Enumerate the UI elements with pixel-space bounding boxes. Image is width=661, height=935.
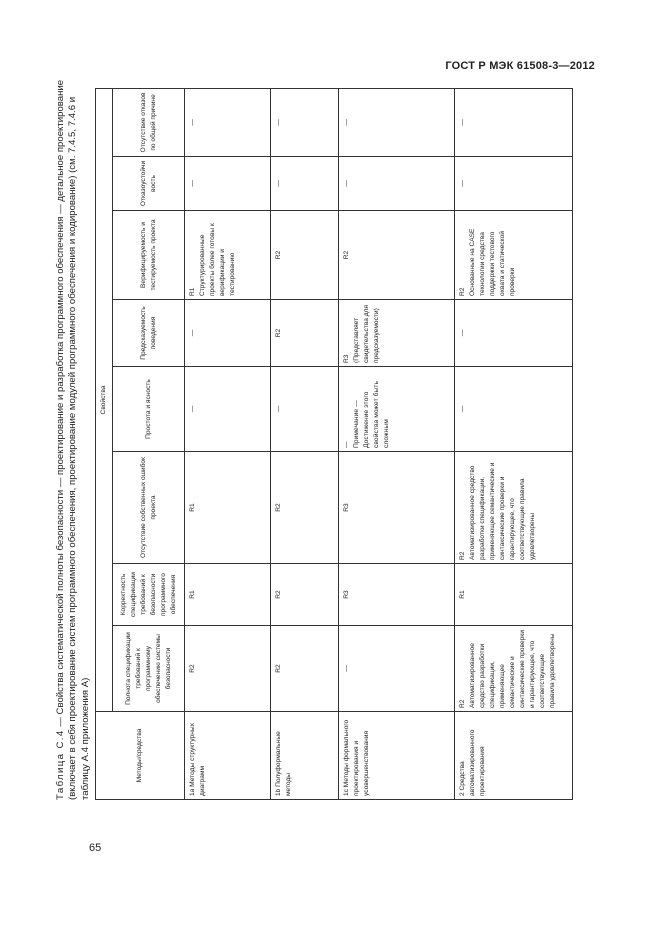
table-cell: R3 (Представляет свидетельства для предсказуемости) [339,300,455,367]
table-cell: — [271,88,339,156]
column-header: Предсказуемость поведения [113,300,185,367]
properties-header: Свойства [96,88,113,711]
column-header: Отсутствие отказов по общей причине [113,88,185,156]
table-cell: — Примечание — Достижение этого свойства может быть сложным [339,367,455,452]
table-caption-text: — Свойства систематической полноты безопасности — проектирование и разработка программного обеспечения — детальное проектирование (включает в себя проектирование систем программного обеспечения, проектирование модулей программного обеспечения и кодирование) (см. 7.4.5, 7.4.6 и таблицу А.4 приложения А) [55,79,91,800]
table-cell: R2 [271,452,339,564]
column-header: Корректность спецификации требований к безопасности программного обеспечения [113,564,185,626]
table-cell: R3 [339,564,455,626]
properties-table [95,88,573,800]
table-cell: R2 [271,211,339,300]
table-cell: R1 [455,564,573,626]
table-cell: — [185,367,271,452]
column-header: Полнота спецификации требований к программному обеспечению системы безопасности [113,626,185,712]
table-cell: — [339,157,455,211]
table-row [455,88,573,799]
table-cell: — [185,300,271,367]
table-cell: — [455,88,573,156]
methods-header: Методы/средства [96,712,185,800]
table-cell: R1 [185,452,271,564]
table-row [185,88,271,799]
table-cell: — [185,88,271,156]
table-row [271,88,339,799]
method-cell: 2 Средства автоматизированного проектирования [455,712,573,800]
table-cell: R2 [185,626,271,712]
table-caption [55,77,92,800]
table-cell: — [455,157,573,211]
column-header: Простота и ясность [113,367,185,452]
page-number: 65 [89,842,102,854]
table-cell: R2 [271,564,339,626]
table-row [339,88,455,799]
table-cell: — [185,157,271,211]
method-cell: 1b Полуформальные методы [271,712,339,800]
table-cell: R1 [185,564,271,626]
table-cell: — [339,88,455,156]
table-cell: — [339,626,455,712]
table-cell: R2 Автоматизированное средство разработки спецификации, применяющее семантические и синтаксические проверки и гарантирующее, что соответствующие правила удовлетворены [455,626,573,712]
column-header: Верифицируемость и тестируемость проекта [113,211,185,300]
table-cell: R2 Автоматизированное средство разработки спецификации, применяющее семантические и синтаксические проверки и гарантирующее, что соответствующие правила удовлетворены [455,452,573,564]
table-cell: — [455,300,573,367]
column-header: Отказоустойчивость [113,157,185,211]
table-cell: R2 [271,300,339,367]
table-cell: R1 Структурированные проекты более готовы к верификации и тестированию [185,211,271,300]
table-cell: R3 [339,452,455,564]
table-caption-label: Таблица С.4 [55,729,66,800]
table-cell: R2 Основанные на CASE технологии средства поддержки тестового охвата и статической проверки [455,211,573,300]
table-cell: — [271,157,339,211]
document-header: ГОСТ Р МЭК 61508-3—2012 [445,60,595,72]
column-header: Отсутствие собственных ошибок проекта [113,452,185,564]
table-cell: R2 [339,211,455,300]
table-cell: — [455,367,573,452]
table-cell: R2 [271,626,339,712]
method-cell: 1a Методы структурных диаграмм [185,712,271,800]
rotated-table-block [55,77,569,800]
table-cell: — [271,367,339,452]
method-cell: 1c Методы формального проектирования и усовершенствования [339,712,455,800]
